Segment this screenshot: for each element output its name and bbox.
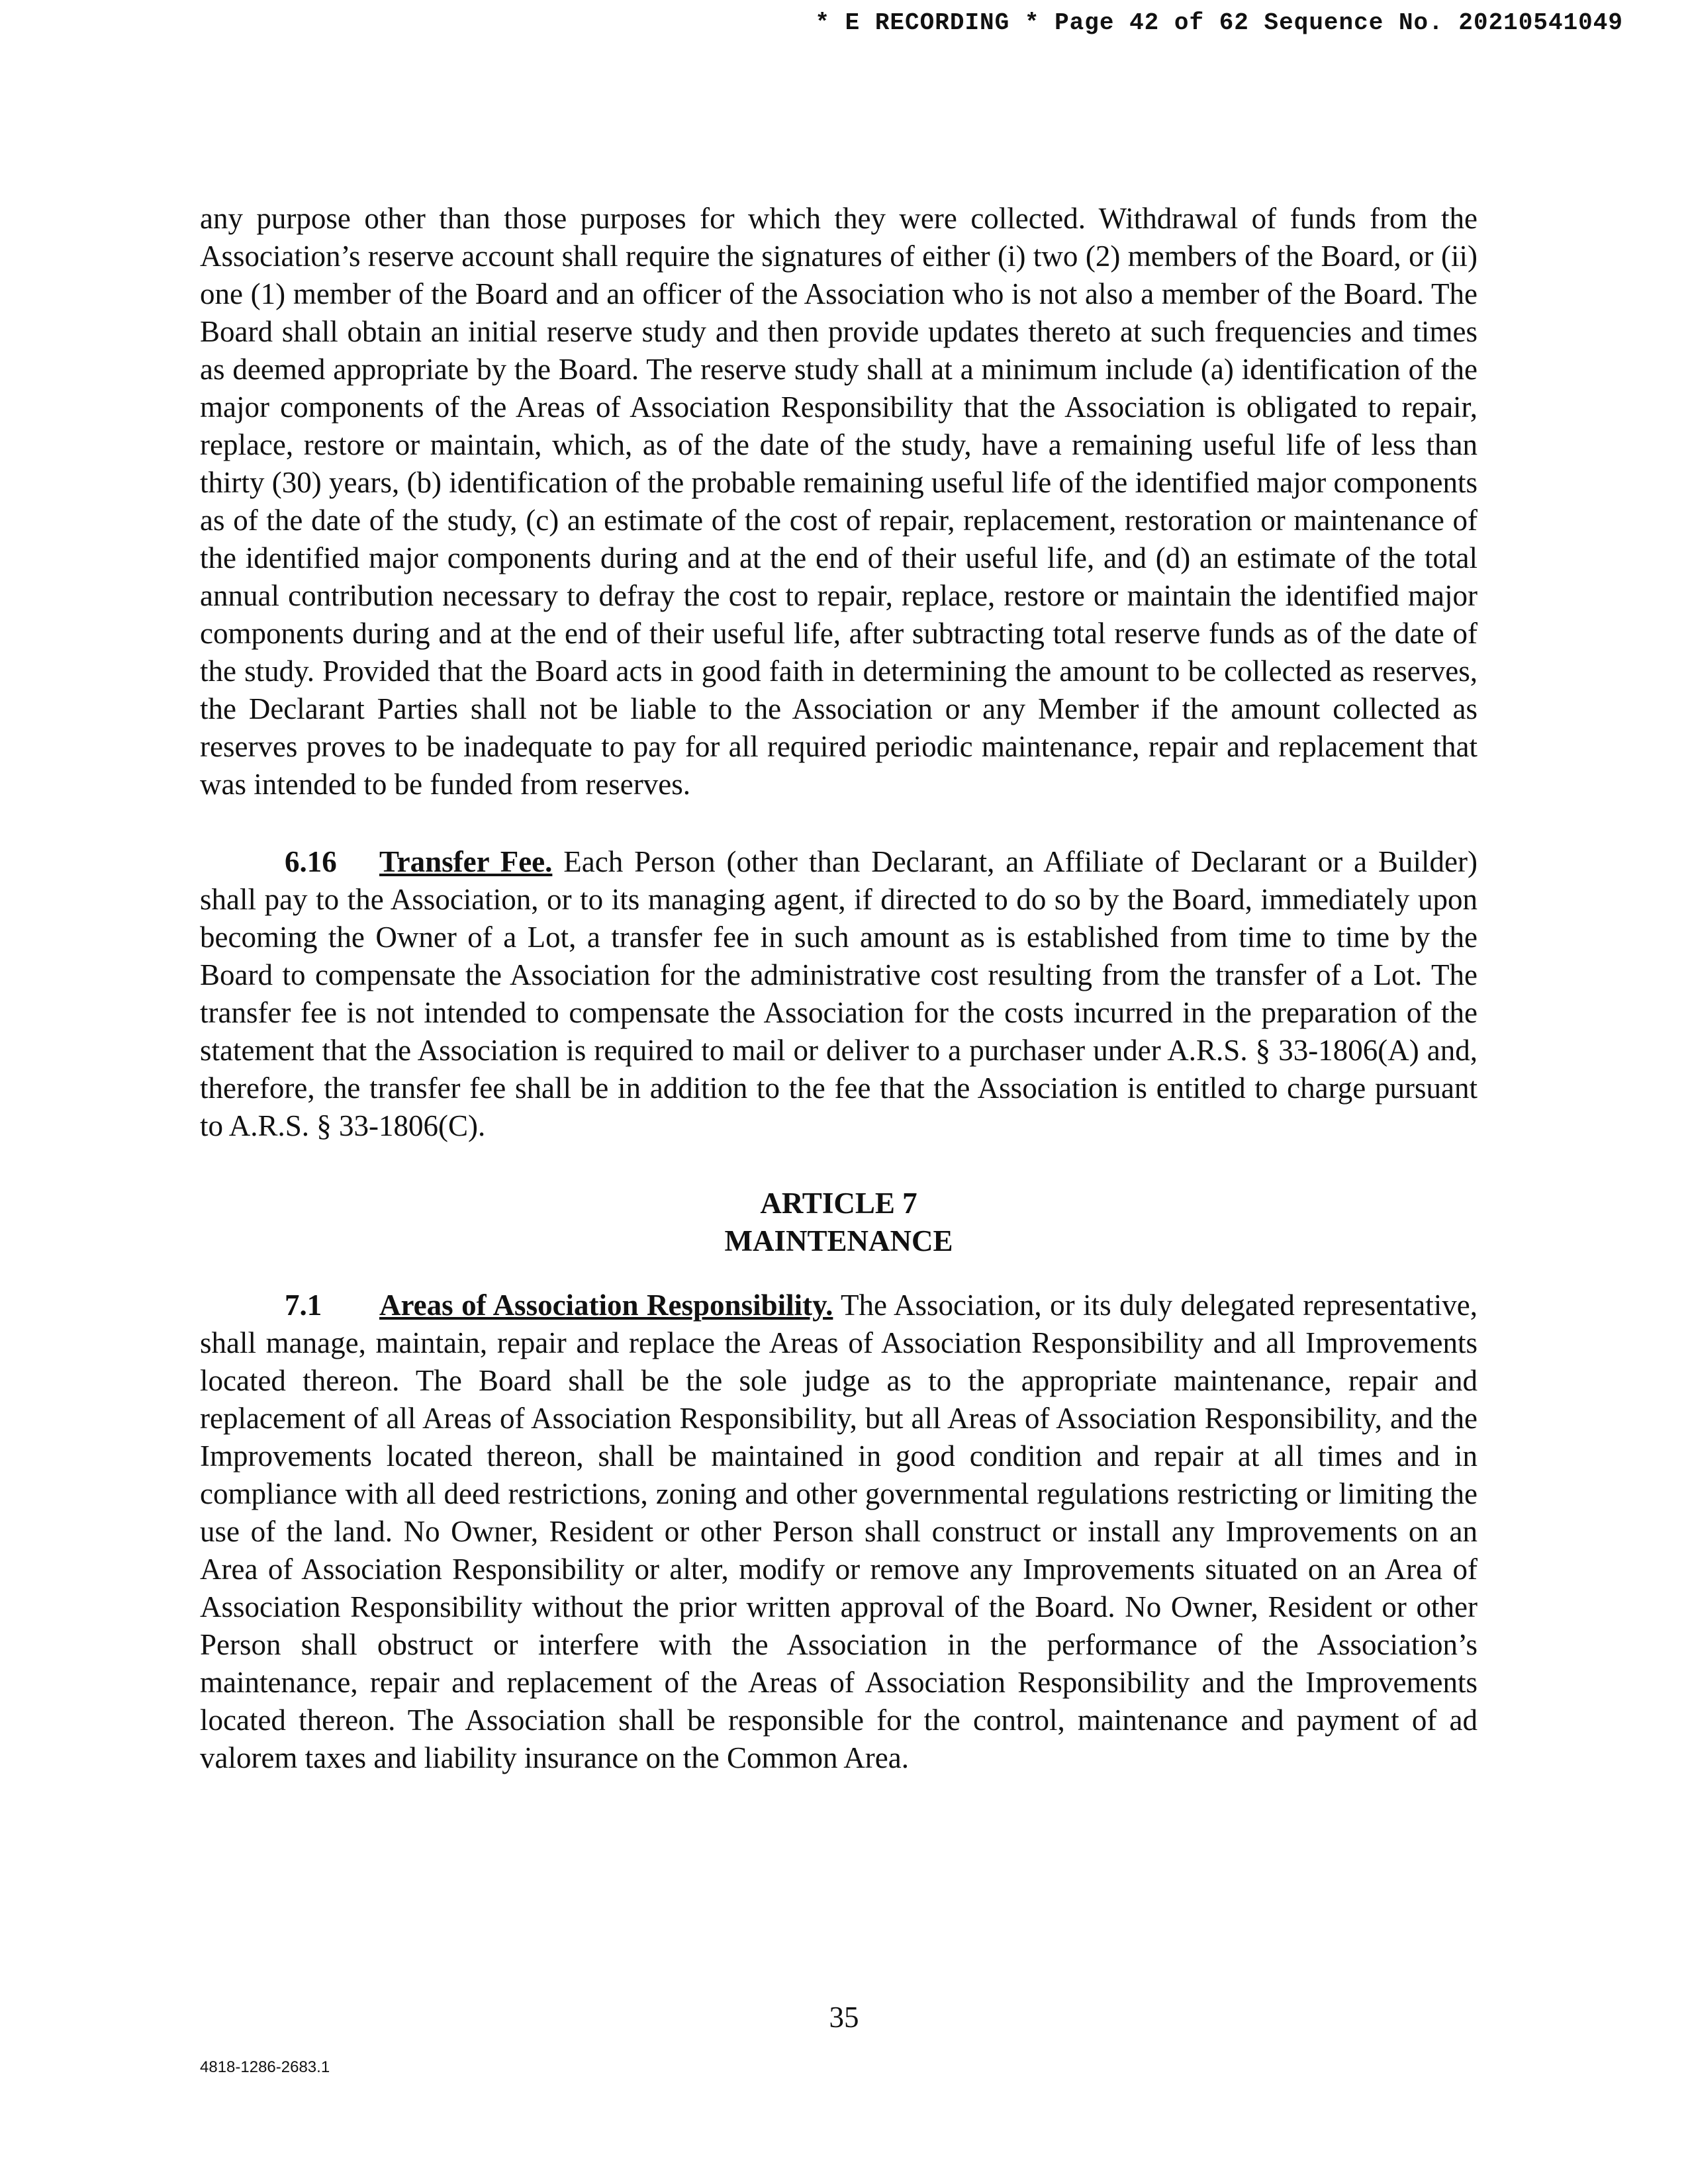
section-7-1 — [200, 1287, 1477, 1777]
article-title: MAINTENANCE — [724, 1224, 953, 1257]
section-title: Areas of Association Responsibility. — [379, 1289, 833, 1322]
section-text: Each Person (other than Declarant, an Affiliate of Declarant or a Builder) shall pay to the Association, or to its managing agent, if directed to do so by the Board, immediately upon becoming the Owner of a Lot, a transfer fee in such amount as is established from time to time by the Board to compensate the Association for the administrative cost resulting from the transfer of a Lot. The transfer fee is not intended to compensate the Association for the costs incurred in the preparation of the statement that the Association is required to mail or deliver to a purchaser under A.R.S. § 33-1806(A) and, therefore, the transfer fee shall be in addition to the fee that the Association is entitled to charge pursuant to A.R.S. § 33-1806(C). — [200, 845, 1477, 1142]
section-text: The Association, or its duly delegated representative, shall manage, maintain, repair and replace the Areas of Association Responsibility and all Improvements located thereon. The Board shall be the sole judge as to the appropriate maintenance, repair and replacement of all Areas of Association Responsibility, but all Areas of Association Responsibility, and the Improvements located thereon, shall be maintained in good condition and repair at all times and in compliance with all deed restrictions, zoning and other governmental regulations restricting or limiting the use of the land. No Owner, Resident or other Person shall construct or install any Improvements on an Area of Association Responsibility or alter, modify or remove any Improvements situated on an Area of Association Responsibility without the prior written approval of the Board. No Owner, Resident or other Person shall obstruct or interfere with the Association in the performance of the Association’s maintenance, repair and replacement of the Areas of Association Responsibility and the Improvements located thereon. The Association shall be responsible for the control, maintenance and payment of ad valorem taxes and liability insurance on the Common Area. — [200, 1289, 1477, 1774]
recording-stamp: * E RECORDING * Page 42 of 62 Sequence No. 20210541049 — [815, 9, 1623, 36]
paragraph-reserves-continued: any purpose other than those purposes for which they were collected. Withdrawal of funds from the Association’s reserve account shall require the signatures of either (i) two (2) members of the Board, or (ii) one (1) member of the Board and an officer of the Association who is not also a member of the Board. The Board shall obtain an initial reserve study and then provide updates thereto at such frequencies and times as deemed appropriate by the Board. The reserve study shall at a minimum include (a) identification of the major components of the Areas of Association Responsibility that the Association is obligated to repair, replace, restore or maintain, which, as of the date of the study, have a remaining useful life of less than thirty (30) years, (b) identification of the probable remaining useful life of the identified major components as of the date of the study, (c) an estimate of the cost of repair, replacement, restoration or maintenance of the identified major components during and at the end of their useful life, and (d) an estimate of the total annual contribution necessary to defray the cost to repair, replace, restore or maintain the identified major components during and at the end of their useful life, after subtracting total reserve funds as of the date of the study. Provided that the Board acts in good faith in determining the amount to be collected as reserves, the Declarant Parties shall not be liable to the Association or any Member if the amount collected as reserves proves to be inadequate to pay for all required periodic maintenance, repair and replacement that was intended to be funded from reserves. — [200, 202, 1477, 801]
article-number: ARTICLE 7 — [760, 1187, 917, 1220]
section-title: Transfer Fee. — [379, 845, 553, 878]
page-number: 35 — [829, 2001, 859, 2034]
document-id: 4818-1286-2683.1 — [200, 2058, 330, 2076]
document-body — [200, 200, 1477, 1777]
section-number: 6.16 — [285, 845, 337, 878]
section-number: 7.1 — [285, 1289, 322, 1322]
section-6-16 — [200, 843, 1477, 1145]
